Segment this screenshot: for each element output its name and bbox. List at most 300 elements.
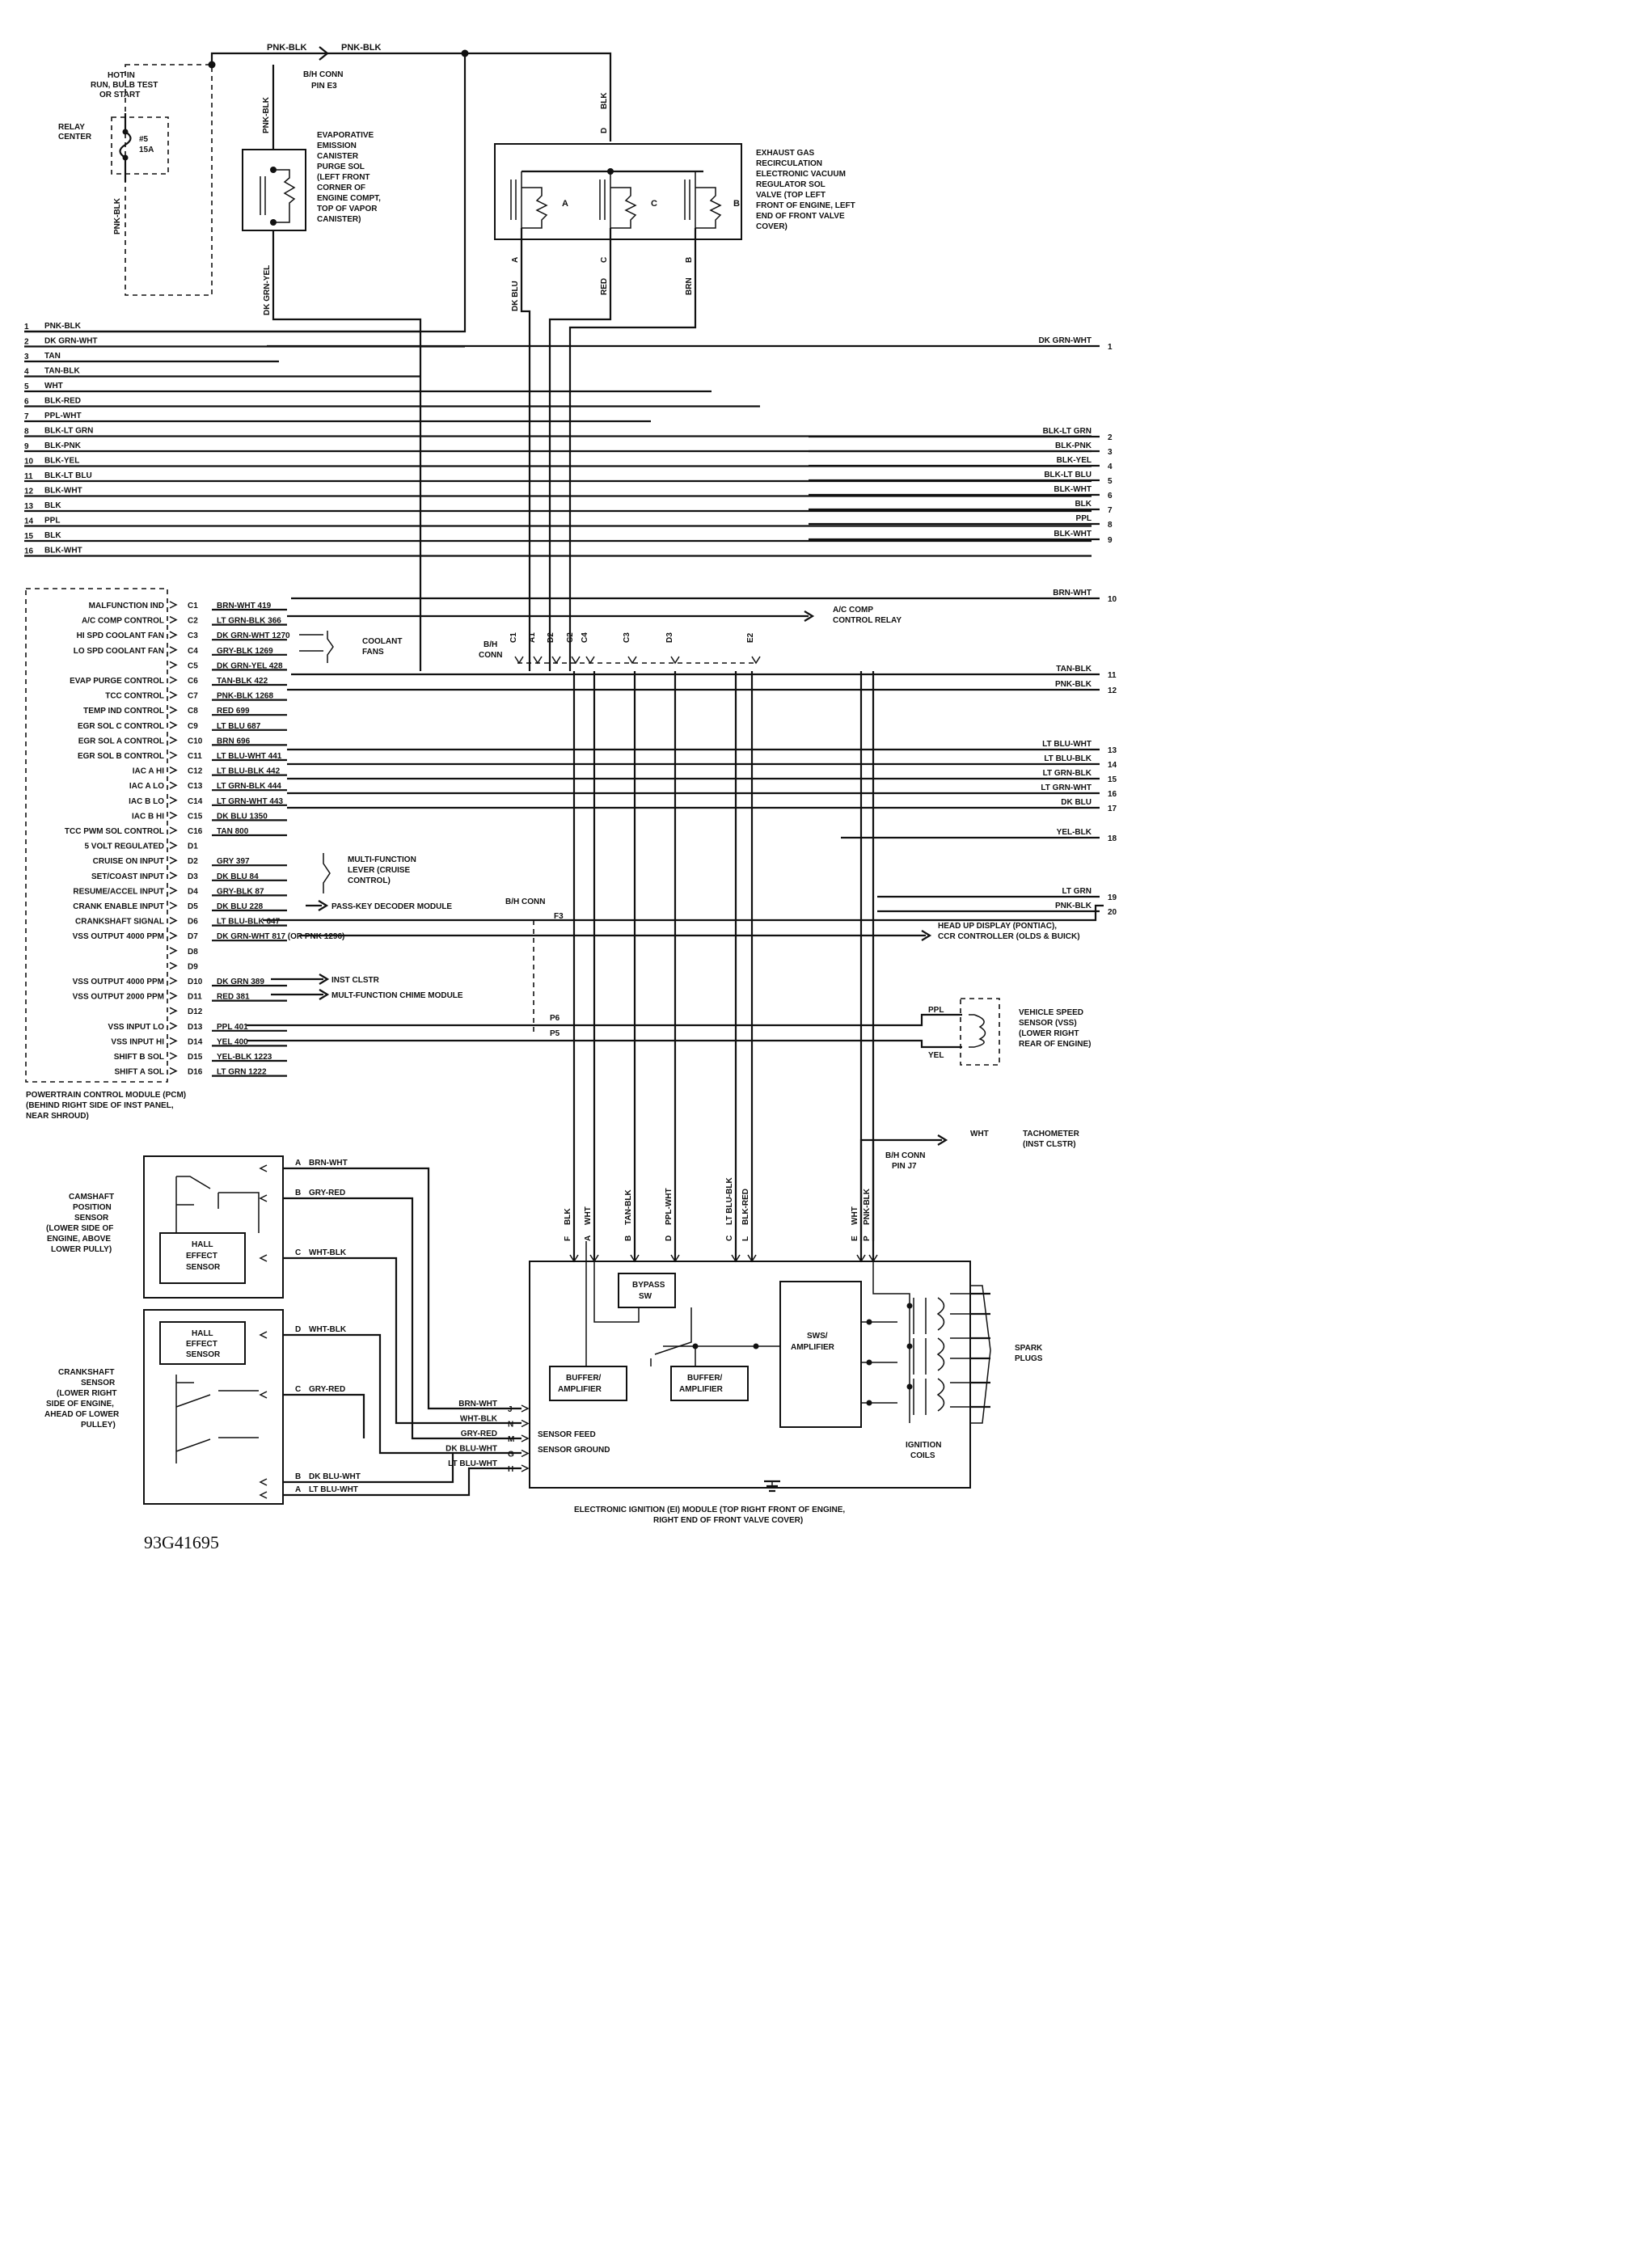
sws-1: SWS/ <box>807 1332 828 1341</box>
ei-top-pin-letter: C <box>725 1235 734 1241</box>
coolant-fans-2: FANS <box>362 648 384 657</box>
pcm-pin: C10 <box>188 737 203 746</box>
pcm-function: VSS INPUT HI <box>111 1037 164 1047</box>
hud-1: HEAD UP DISPLAY (PONTIAC), <box>938 922 1058 931</box>
switch-icon <box>176 1375 210 1463</box>
left-wire-number: 8 <box>24 427 29 437</box>
pin-arrow-icon <box>522 1435 528 1442</box>
top-wire-label-a: PNK-BLK <box>267 43 307 53</box>
bypass-1: BYPASS <box>632 1281 665 1290</box>
left-wire-label: PPL-WHT <box>44 412 82 420</box>
right-wire-number: 13 <box>1108 746 1117 755</box>
egr-pin-b: B <box>685 256 694 263</box>
sws-2: AMPLIFIER <box>791 1343 834 1352</box>
ei-left-pin: J <box>508 1405 513 1414</box>
ei-left-pin: N <box>508 1420 514 1430</box>
pcm-wire: DK BLU 1350 <box>217 812 268 821</box>
ei-top-pin-letter: D <box>665 1235 674 1241</box>
diagram-id: 93G41695 <box>144 1532 219 1552</box>
egr-blk-label: BLK <box>600 92 609 109</box>
left-wire-number: 16 <box>24 547 34 556</box>
ei-top-pin-letter: L <box>741 1235 750 1241</box>
crank-hall-2: EFFECT <box>186 1340 217 1349</box>
left-wire-number: 1 <box>24 323 29 332</box>
ei-top-pin-color: BLK <box>564 1208 572 1225</box>
bh-conn-pins <box>509 632 760 663</box>
svg-text:(LOWER RIGHT: (LOWER RIGHT <box>57 1389 117 1398</box>
pcm-function: SHIFT B SOL <box>113 1053 164 1062</box>
pcm-pin: D12 <box>188 1007 203 1017</box>
ignition-coils <box>861 1241 970 1423</box>
pcm-wire: LT GRN-WHT 443 <box>217 796 284 806</box>
bh-mid-pin: D3 <box>665 632 674 643</box>
right-wire-label: BLK-LT BLU <box>1044 471 1092 479</box>
ign-coils-2: COILS <box>910 1451 935 1460</box>
pcm-function: EVAP PURGE CONTROL <box>70 677 164 686</box>
svg-text:SENSOR: SENSOR <box>81 1379 116 1387</box>
pcm-wire: TAN-BLK 422 <box>217 677 268 686</box>
egr-text-4: REGULATOR SOL <box>756 180 826 189</box>
pcm-function: VSS OUTPUT 2000 PPM <box>72 992 164 1002</box>
spark-arrows <box>970 1294 990 1407</box>
ac-relay-1: A/C COMP <box>833 606 873 615</box>
cam-hall-3: SENSOR <box>186 1263 221 1272</box>
sensor-ground-label: SENSOR GROUND <box>538 1446 610 1455</box>
fuse-rating: 15A <box>139 146 154 154</box>
multifunction-1: MULTI-FUNCTION <box>348 855 416 864</box>
pin-arrow-icon <box>170 737 176 743</box>
camshaft-label <box>46 1193 114 1254</box>
pcm-pin: C16 <box>188 827 203 836</box>
vss-hi-wire <box>247 1041 962 1047</box>
bh-mid-pin: C2 <box>566 632 575 643</box>
left-wire-label: BLK <box>44 501 61 510</box>
left-wire-label: PNK-BLK <box>44 322 81 331</box>
pcm-pin: D14 <box>188 1037 203 1047</box>
pcm-pin: C14 <box>188 796 203 806</box>
pin-arrow-icon <box>170 602 176 608</box>
pin-arrow-icon <box>170 661 176 668</box>
vss-yel: YEL <box>928 1051 944 1060</box>
pcm-pin: C12 <box>188 767 203 776</box>
ei-top-pin-letter: F <box>564 1235 572 1241</box>
right-wire-label: PNK-BLK <box>1055 680 1092 689</box>
egr-color-b: BRN <box>685 277 694 295</box>
pin-arrow-icon <box>170 962 176 969</box>
egr-valve-box <box>495 144 741 239</box>
pcm-wire: LT GRN-BLK 366 <box>217 616 281 626</box>
left-wire-number: 13 <box>24 502 34 511</box>
pcm-pin: C1 <box>188 602 198 610</box>
evap-dk-grn-yel: DK GRN-YEL <box>263 264 272 315</box>
buffer-2b: AMPLIFIER <box>679 1385 723 1394</box>
pin-arrow-icon <box>170 722 176 729</box>
vss-ppl: PPL <box>928 1006 944 1015</box>
multifunction-3: CONTROL) <box>348 876 391 885</box>
crank-pin: C <box>295 1385 302 1394</box>
pcm-function: VSS OUTPUT 4000 PPM <box>72 932 164 942</box>
hot-in-text-1: HOT IN <box>108 71 135 80</box>
egr-text-5: VALVE (TOP LEFT <box>756 191 826 200</box>
svg-text:SENSOR: SENSOR <box>74 1214 109 1223</box>
pin-arrow-icon <box>170 843 176 849</box>
left-wire-label: BLK-PNK <box>44 441 81 450</box>
pin-arrow-icon <box>522 1405 528 1412</box>
evap-text-2: EMISSION <box>317 141 357 150</box>
pin-arrow-icon <box>170 1068 176 1075</box>
pin-arrow-icon <box>522 1465 528 1472</box>
pcm-pin: D13 <box>188 1022 203 1032</box>
pin-arrow-icon <box>260 1195 267 1202</box>
ei-top-pin-color: TAN-BLK <box>624 1189 633 1225</box>
pcm-wire: YEL 400 <box>217 1037 248 1047</box>
brace-icon <box>323 853 330 893</box>
pcm-pin: D16 <box>188 1067 203 1077</box>
pin-arrow-icon <box>752 657 760 663</box>
pcm-pin: C3 <box>188 631 198 641</box>
egr-text-6: FRONT OF ENGINE, LEFT <box>756 201 855 210</box>
ei-left-wire: BRN-WHT <box>458 1400 497 1409</box>
tach-wht: WHT <box>970 1130 989 1138</box>
left-wire-label: BLK-LT BLU <box>44 471 92 480</box>
pcm-pin: C11 <box>188 752 202 761</box>
pcm-pin: D4 <box>188 887 198 897</box>
pcm-pin: D15 <box>188 1053 203 1062</box>
relay-center-1: RELAY <box>58 123 85 132</box>
pcm-wire: DK GRN 389 <box>217 978 264 986</box>
right-wire-label: PNK-BLK <box>1055 902 1092 910</box>
pin-arrow-icon <box>170 1007 176 1014</box>
pcm-pin: C4 <box>188 646 198 656</box>
left-wire-bus <box>24 322 1092 556</box>
pcm-wire: DK BLU 84 <box>217 872 259 881</box>
right-wire-number: 12 <box>1108 686 1117 695</box>
left-wire-number: 3 <box>24 353 29 361</box>
pcm-wire: LT BLU-WHT 441 <box>217 752 282 761</box>
left-wire-label: TAN-BLK <box>44 366 80 376</box>
pin-arrow-icon <box>260 1332 267 1338</box>
pin-arrow-icon <box>170 978 176 984</box>
pin-arrow-icon <box>170 932 176 939</box>
pcm-pin: C13 <box>188 782 203 792</box>
pcm-function: EGR SOL A CONTROL <box>78 737 164 746</box>
cam-wire-color: WHT-BLK <box>309 1248 347 1257</box>
right-wire-number: 5 <box>1108 477 1113 486</box>
pin-arrow-icon <box>534 657 542 663</box>
cam-wire-color: GRY-RED <box>309 1189 346 1197</box>
svg-text:(LOWER SIDE OF: (LOWER SIDE OF <box>46 1224 114 1233</box>
left-wire-number: 7 <box>24 412 29 421</box>
right-wire-label: DK GRN-WHT <box>1038 336 1092 345</box>
bh-pin-label: PIN E3 <box>311 82 337 91</box>
left-wire-number: 2 <box>24 337 29 347</box>
pcm-wire: YEL-BLK 1223 <box>217 1053 272 1062</box>
pin-arrow-icon <box>170 707 176 713</box>
pcm-wire: DK GRN-WHT 1270 <box>217 631 290 641</box>
pcm-function: EGR SOL B CONTROL <box>77 752 164 761</box>
pin-arrow-icon <box>260 1479 267 1485</box>
ac-relay-2: CONTROL RELAY <box>833 616 902 625</box>
cam-wire <box>283 1258 522 1423</box>
egr-coil-label-c: C <box>651 199 657 209</box>
evap-text-9: CANISTER) <box>317 215 361 224</box>
pcm-function: VSS INPUT LO <box>108 1022 164 1032</box>
right-wire-number: 9 <box>1108 536 1113 545</box>
buffer-1a: BUFFER/ <box>566 1374 602 1383</box>
right-wire-label: PPL <box>1075 514 1092 523</box>
evap-text-7: ENGINE COMPT, <box>317 194 381 203</box>
pcm-function: 5 VOLT REGULATED <box>84 842 164 851</box>
evap-text-4: PURGE SOL <box>317 163 365 171</box>
left-wire-label: BLK-WHT <box>44 546 82 555</box>
left-wire-number: 14 <box>24 517 34 526</box>
ei-top-pin-color: LT BLU-BLK <box>725 1177 734 1225</box>
pcm-pin: D6 <box>188 917 198 927</box>
vss-text-2: SENSOR (VSS) <box>1019 1019 1077 1028</box>
egr-text-3: ELECTRONIC VACUUM <box>756 170 846 179</box>
pcm-pin: D1 <box>188 842 198 851</box>
evap-text-6: CORNER OF <box>317 184 365 192</box>
pcm-wire: PNK-BLK 1268 <box>217 691 274 701</box>
left-wire-number: 12 <box>24 487 34 496</box>
right-wire-number: 6 <box>1108 492 1113 500</box>
evap-text-1: EVAPORATIVE <box>317 131 374 140</box>
pin-arrow-icon <box>628 657 636 663</box>
pin-arrow-icon <box>170 918 176 924</box>
left-wire-number: 6 <box>24 397 29 407</box>
pcm-function: VSS OUTPUT 4000 PPM <box>72 978 164 986</box>
pin-arrow-icon <box>170 677 176 683</box>
bh-mid-pin: D2 <box>547 632 555 643</box>
svg-text:AHEAD OF LOWER: AHEAD OF LOWER <box>44 1410 120 1419</box>
pin-arrow-icon <box>170 631 176 638</box>
pcm-pin: C9 <box>188 721 198 731</box>
bypass-2: SW <box>639 1292 652 1301</box>
egr-coil-label-b: B <box>733 199 740 209</box>
pcm-pin: D3 <box>188 872 198 881</box>
pcm-pin: C5 <box>188 661 198 671</box>
pin-arrow-icon <box>522 1451 528 1457</box>
crank-wire-color: DK BLU-WHT <box>309 1472 361 1481</box>
cam-wire-color: BRN-WHT <box>309 1159 348 1168</box>
hot-in-text-3: OR START <box>99 91 141 99</box>
inst-clstr-label: INST CLSTR <box>331 976 379 985</box>
pin-arrow-icon <box>170 827 176 834</box>
ei-top-pins <box>564 671 877 1261</box>
pcm-function: IAC B LO <box>129 796 164 806</box>
pcm-wire: DK GRN-WHT 817 (OR PNK 1296) <box>217 932 345 942</box>
pcm-function: TEMP IND CONTROL <box>83 707 164 716</box>
right-wire-number: 2 <box>1108 433 1113 442</box>
left-wire-label: BLK-YEL <box>44 456 80 466</box>
cam-pin: C <box>295 1248 302 1257</box>
pcm-function: EGR SOL C CONTROL <box>77 721 164 731</box>
vss-text-3: (LOWER RIGHT <box>1019 1029 1079 1038</box>
pcm-function: MALFUNCTION IND <box>88 602 164 610</box>
egr-wire-a <box>522 228 530 671</box>
ei-title-2: RIGHT END OF FRONT VALVE COVER) <box>653 1516 804 1525</box>
ei-top-pin-letter: A <box>584 1235 593 1241</box>
pcm-wire: TAN 800 <box>217 827 249 836</box>
svg-text:LOWER PULLY): LOWER PULLY) <box>51 1245 112 1254</box>
p5-pin: P5 <box>550 1029 560 1038</box>
top-pnk-blk-wire <box>212 53 465 65</box>
left-wire-label: BLK-WHT <box>44 486 82 496</box>
left-wire-label: TAN <box>44 352 61 361</box>
pin-arrow-icon <box>170 1037 176 1044</box>
ei-left-wire: LT BLU-WHT <box>448 1459 497 1468</box>
coolant-fans-1: COOLANT <box>362 637 403 646</box>
crank-wire-color: GRY-RED <box>309 1385 346 1394</box>
ei-top-pin-letter: E <box>851 1235 859 1241</box>
pcm-pin: D8 <box>188 947 198 957</box>
pin-arrow-icon <box>170 1053 176 1059</box>
pin-arrow-icon <box>170 887 176 893</box>
tach-2: (INST CLSTR) <box>1023 1140 1076 1149</box>
egr-feed-wire <box>465 53 610 141</box>
pin-arrow-icon <box>170 948 176 954</box>
evap-text-5: (LEFT FRONT <box>317 173 370 182</box>
egr-color-c: RED <box>600 277 609 295</box>
sws-amplifier-box <box>780 1282 861 1427</box>
left-wire-number: 11 <box>24 472 33 481</box>
camshaft-wires <box>260 1159 522 1438</box>
ei-top-pin-color: BLK-RED <box>741 1189 750 1225</box>
pin-arrow-icon <box>170 767 176 774</box>
ei-title-1: ELECTRONIC IGNITION (EI) MODULE (TOP RIGHT FRONT OF ENGINE, <box>574 1506 846 1514</box>
pcm-pin: D10 <box>188 978 203 986</box>
buffer-1b: AMPLIFIER <box>558 1385 602 1394</box>
egr-text-8: COVER) <box>756 222 788 231</box>
bh-mid-pin: E2 <box>746 632 755 643</box>
bh-j7-2: PIN J7 <box>892 1162 917 1171</box>
egr-pin-c: C <box>600 256 609 263</box>
chime-label: MULT-FUNCTION CHIME MODULE <box>331 991 463 1000</box>
pin-arrow-icon <box>170 782 176 788</box>
crank-pin: D <box>295 1325 302 1334</box>
pin-arrow-icon <box>260 1255 267 1261</box>
left-wire-label: BLK <box>44 531 61 540</box>
tach-1: TACHOMETER <box>1023 1130 1079 1138</box>
right-wire-label: BLK-PNK <box>1055 441 1092 450</box>
pcm-wire: GRY-BLK 87 <box>217 887 264 897</box>
f3-pin: F3 <box>554 912 564 921</box>
pcm-pin: C15 <box>188 812 203 821</box>
svg-text:ENGINE, ABOVE: ENGINE, ABOVE <box>47 1235 112 1244</box>
pin-arrow-icon <box>586 657 594 663</box>
right-wire-number: 4 <box>1108 462 1113 471</box>
pin-arrow-icon <box>260 1165 267 1172</box>
evap-text-8: TOP OF VAPOR <box>317 205 378 213</box>
pcm-function: CRUISE ON INPUT <box>92 857 164 867</box>
spark-plugs-2: PLUGS <box>1015 1354 1043 1363</box>
right-wire-number: 18 <box>1108 834 1117 843</box>
right-wire-number: 8 <box>1108 521 1113 530</box>
bh-j7-1: B/H CONN <box>885 1151 926 1160</box>
right-wire-number: 1 <box>1108 343 1113 352</box>
ign-coils-1: IGNITION <box>906 1441 942 1450</box>
bh-conn-mid-2: CONN <box>479 651 503 660</box>
evap-solenoid-box <box>243 150 306 230</box>
right-wire-label: BRN-WHT <box>1053 589 1092 598</box>
right-wire-label: LT BLU-WHT <box>1042 740 1092 749</box>
pcm-function: SET/COAST INPUT <box>91 872 164 881</box>
egr-d-pin: D <box>600 127 609 133</box>
svg-text:PULLEY): PULLEY) <box>81 1421 116 1430</box>
right-wire-label: YEL-BLK <box>1056 828 1092 837</box>
pass-key-label: PASS-KEY DECODER MODULE <box>331 902 453 911</box>
pcm-function: TCC PWM SOL CONTROL <box>64 827 164 836</box>
pcm-function: TCC CONTROL <box>105 691 164 701</box>
right-wire-number: 15 <box>1108 775 1117 784</box>
coil-icon <box>938 1298 944 1411</box>
right-wire-label: DK BLU <box>1061 798 1092 807</box>
switch-icon <box>655 1307 691 1354</box>
left-wire-label: PPL <box>44 516 61 526</box>
ei-top-pin-color: PNK-BLK <box>863 1189 872 1225</box>
svg-text:CAMSHAFT: CAMSHAFT <box>69 1193 115 1202</box>
pcm-pin: D9 <box>188 962 198 972</box>
ei-top-pin-letter: P <box>863 1235 872 1241</box>
bh-conn-label: B/H CONN <box>303 70 344 79</box>
right-wire-number: 3 <box>1108 448 1113 457</box>
pcm-wire: DK GRN-YEL 428 <box>217 661 283 671</box>
right-wire-number: 20 <box>1108 908 1117 917</box>
pcm-function: CRANK ENABLE INPUT <box>73 902 164 911</box>
right-wire-number: 10 <box>1108 595 1117 604</box>
hud-2: CCR CONTROLLER (OLDS & BUICK) <box>938 932 1080 941</box>
bh-mid-pin: C3 <box>623 632 631 643</box>
pcm-function: IAC A HI <box>132 767 164 776</box>
left-wire-label: BLK-RED <box>44 396 81 406</box>
vss-coil-icon <box>969 1015 986 1047</box>
pcm-function: SHIFT A SOL <box>114 1067 164 1077</box>
pin-arrow-icon <box>170 647 176 653</box>
svg-text:CRANKSHAFT: CRANKSHAFT <box>58 1368 115 1377</box>
ei-left-pin: G <box>508 1450 514 1459</box>
vss-box <box>961 999 999 1065</box>
pcm-function: HI SPD COOLANT FAN <box>76 631 164 641</box>
pin-arrow-icon <box>515 657 523 663</box>
crank-hall-3: SENSOR <box>186 1350 221 1359</box>
pcm-wire: PPL 401 <box>217 1022 248 1032</box>
egr-coil-label-a: A <box>562 199 568 209</box>
right-wire-label: BLK <box>1075 500 1092 509</box>
right-wire-number: 17 <box>1108 805 1117 813</box>
pcm-wire: RED 699 <box>217 707 250 716</box>
pcm-pin: C2 <box>188 616 198 626</box>
pin-arrow-icon <box>170 692 176 699</box>
pcm-pin: D5 <box>188 902 198 911</box>
egr-text-7: END OF FRONT VALVE <box>756 212 845 221</box>
ei-left-wire: GRY-RED <box>460 1430 497 1438</box>
vss-text-1: VEHICLE SPEED <box>1019 1008 1084 1017</box>
right-wire-label: LT GRN <box>1062 887 1092 896</box>
spark-plugs-1: SPARK <box>1015 1344 1043 1353</box>
pcm-function: CRANKSHAFT SIGNAL <box>75 917 164 927</box>
svg-text:SIDE OF ENGINE,: SIDE OF ENGINE, <box>46 1400 114 1409</box>
pin-arrow-icon <box>260 1392 267 1398</box>
fuse-number: #5 <box>139 135 149 144</box>
pin-arrow-icon <box>522 1421 528 1427</box>
left-wire-number: 15 <box>24 532 34 541</box>
pcm-function: A/C COMP CONTROL <box>81 616 164 626</box>
brace-icon <box>970 1286 990 1423</box>
cam-hall-2: EFFECT <box>186 1252 217 1261</box>
vss-text-4: REAR OF ENGINE) <box>1019 1040 1092 1049</box>
pin-arrow-icon <box>552 657 560 663</box>
pcm-pin-list <box>65 602 345 1077</box>
